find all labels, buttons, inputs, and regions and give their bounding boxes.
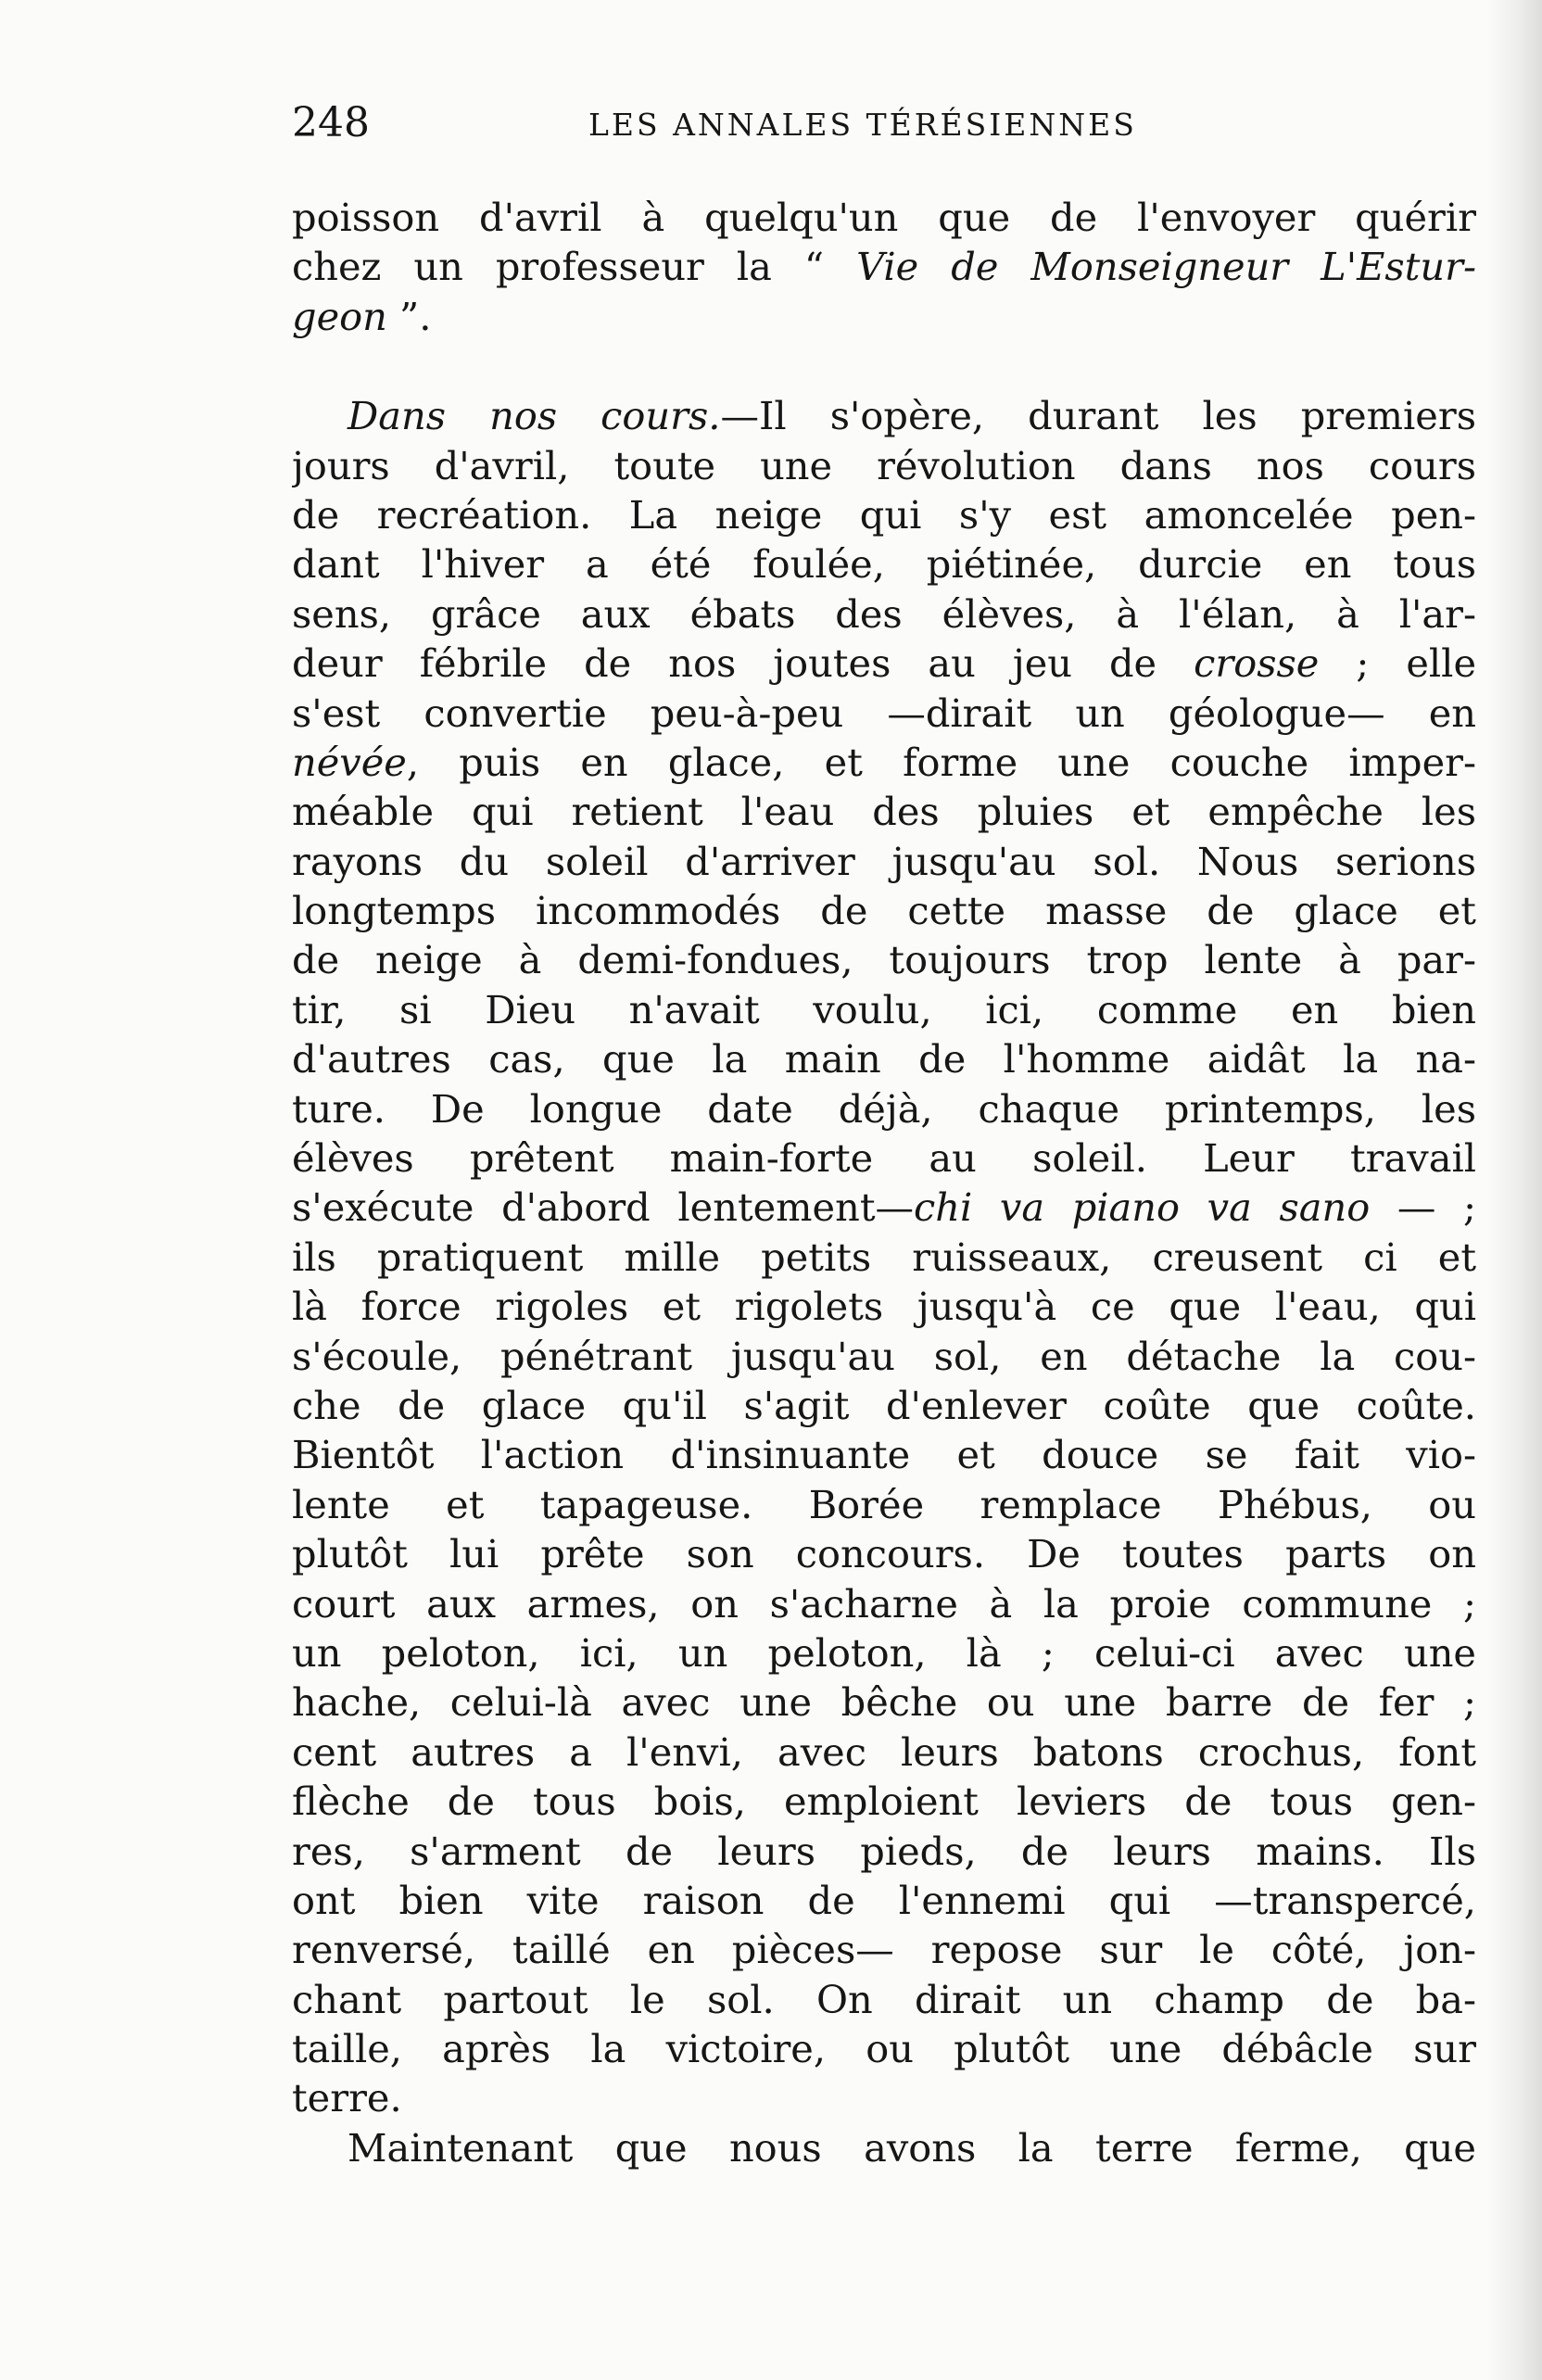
text-line: che de glace qu'il s'agit d'enlever coûte que coûte. — [292, 1382, 1476, 1428]
text-line: Bientôt l'action d'insinuante et douce se fait vio- — [292, 1432, 1476, 1478]
text-line: res, s'arment de leurs pieds, de leurs mains. Ils — [292, 1828, 1476, 1874]
text-line: névée, puis en glace, et forme une couche imper- — [292, 739, 1476, 785]
page-number: 248 — [292, 99, 370, 146]
text-line: hache, celui-là avec une bêche ou une barre de fer ; — [292, 1679, 1476, 1726]
text-line: méable qui retient l'eau des pluies et empêche les — [292, 789, 1476, 835]
book-title: Vie de Monseigneur L'Estur- — [856, 244, 1476, 290]
text-line: s'exécute d'abord lentement—chi va piano va sano — ; — [292, 1184, 1476, 1231]
text-line: taille, après la victoire, ou plutôt une débâcle sur — [292, 2026, 1476, 2072]
text-line: élèves prêtent main-forte au soleil. Leur travail — [292, 1135, 1476, 1182]
text-line: deur fébrile de nos joutes au jeu de crosse ; elle — [292, 640, 1476, 687]
text-line: tir, si Dieu n'avait voulu, ici, comme en bien — [292, 986, 1476, 1032]
text-line: ils pratiquent mille petits ruisseaux, creusent ci et — [292, 1234, 1476, 1280]
text-line: ture. De longue date déjà, chaque printemps, les — [292, 1085, 1476, 1132]
text-line: renversé, taillé en pièces— repose sur le côté, jon- — [292, 1927, 1476, 1973]
body-text — [292, 193, 1476, 2172]
text-line: s'est convertie peu-à-peu —dirait un géologue— en — [292, 690, 1476, 736]
text-line: lente et tapageuse. Borée remplace Phébus, ou — [292, 1481, 1476, 1527]
text-line: s'écoule, pénétrant jusqu'au sol, en détache la cou- — [292, 1333, 1476, 1379]
text-line: un peloton, ici, un peloton, là ; celui-ci avec une — [292, 1629, 1476, 1676]
text-line: jours d'avril, toute une révolution dans nos cours — [292, 442, 1476, 488]
text-line: Maintenant que nous avons la terre ferme, que — [348, 2124, 1476, 2171]
page-edge-shadow — [1486, 0, 1542, 2380]
text-line: chez un professeur la “ Vie de Monseigneur L'Estur- — [292, 244, 1476, 290]
text-line: cent autres a l'envi, avec leurs batons crochus, font — [292, 1728, 1476, 1775]
text-line: poisson d'avril à quelqu'un que de l'envoyer quérir — [292, 195, 1476, 240]
text-line: Dans nos cours.—Il s'opère, durant les premiers — [348, 393, 1476, 439]
text-line: de recréation. La neige qui s'y est amoncelée pen- — [292, 491, 1476, 538]
text-line: ont bien vite raison de l'ennemi qui —transpercé, — [292, 1877, 1476, 1923]
text-line: geon ”. — [292, 293, 432, 339]
text-line: dant l'hiver a été foulée, piétinée, durcie en tous — [292, 541, 1476, 588]
text-line: court aux armes, on s'acharne à la proie commune ; — [292, 1580, 1476, 1627]
text-line: de neige à demi-fondues, toujours trop lente à par- — [292, 937, 1476, 983]
text-line: là force rigoles et rigolets jusqu'à ce que l'eau, qui — [292, 1284, 1476, 1330]
running-header — [292, 95, 1478, 151]
section-heading: Dans nos cours. — [348, 393, 721, 439]
text-line: longtemps incommodés de cette masse de glace et — [292, 888, 1476, 934]
text-line: sens, grâce aux ébats des élèves, à l'élan, à l'ar- — [292, 590, 1476, 637]
text-line: rayons du soleil d'arriver jusqu'au sol. Nous serions — [292, 838, 1476, 884]
text-line: terre. — [292, 2075, 402, 2121]
running-title: LES ANNALES TÉRÉSIENNES — [588, 107, 1137, 143]
text-line: flèche de tous bois, emploient leviers de tous gen- — [292, 1779, 1476, 1825]
text-line: plutôt lui prête son concours. De toutes parts on — [292, 1531, 1476, 1577]
text-line: d'autres cas, que la main de l'homme aidât la na- — [292, 1036, 1476, 1082]
text-line: chant partout le sol. On dirait un champ de ba- — [292, 1976, 1476, 2022]
